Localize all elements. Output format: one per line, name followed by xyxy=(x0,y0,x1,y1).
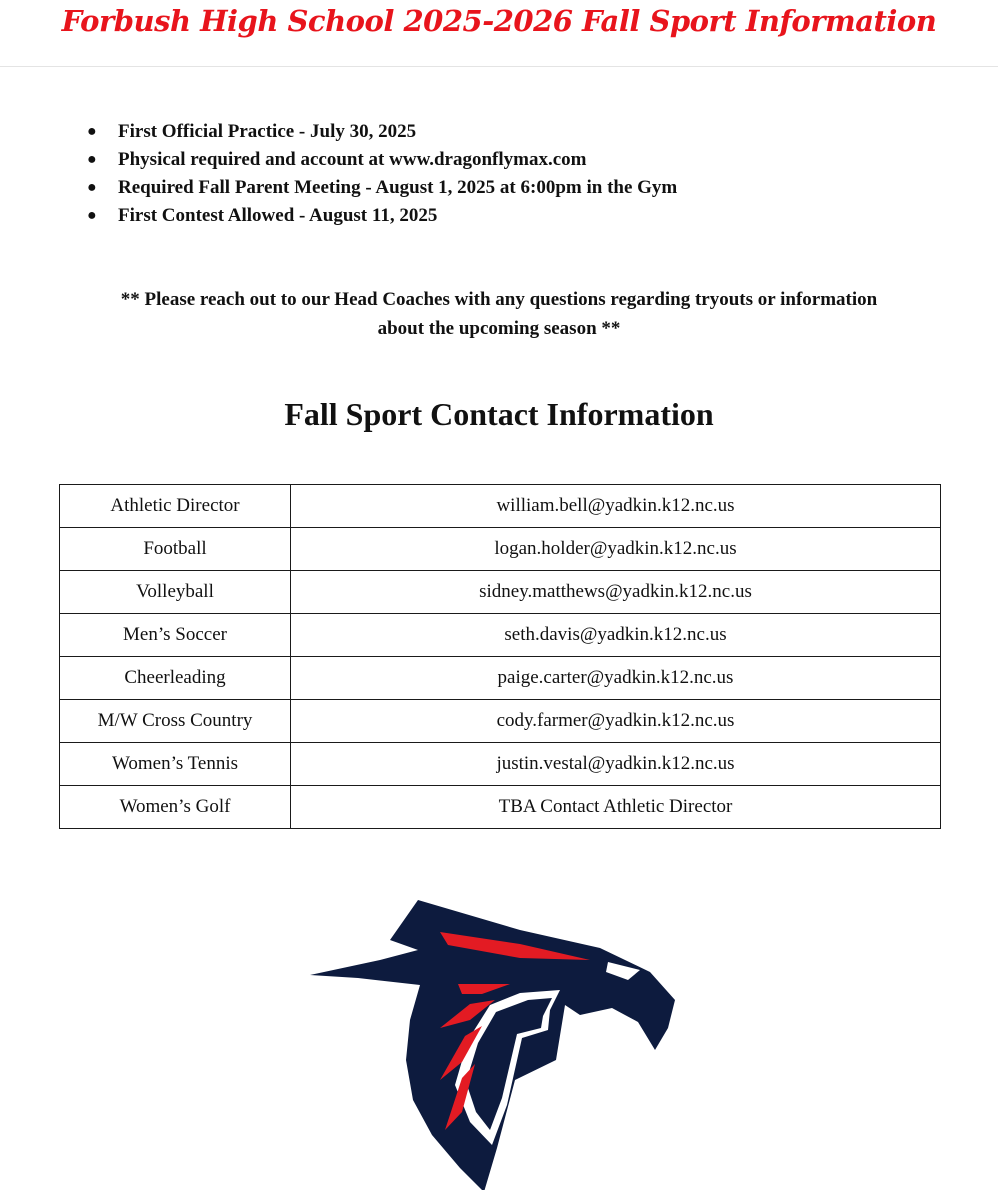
contact-table xyxy=(59,484,941,829)
sport-cell: Cheerleading xyxy=(60,657,291,700)
bullet-icon: ● xyxy=(87,123,97,140)
email-cell: cody.farmer@yadkin.k12.nc.us xyxy=(291,700,941,743)
list-item xyxy=(87,202,677,230)
sport-cell: M/W Cross Country xyxy=(60,700,291,743)
email-cell: logan.holder@yadkin.k12.nc.us xyxy=(291,528,941,571)
sport-cell: Women’s Tennis xyxy=(60,743,291,786)
sport-cell: Men’s Soccer xyxy=(60,614,291,657)
list-item-text: Required Fall Parent Meeting - August 1, 2025 at 6:00pm in the Gym xyxy=(118,177,678,198)
page-header xyxy=(0,0,998,67)
section-heading: Fall Sport Contact Information xyxy=(284,396,714,432)
notice-line-1: ** Please reach out to our Head Coaches with any questions regarding tryouts or information xyxy=(120,289,878,310)
bullet-icon: ● xyxy=(87,207,97,224)
table-row xyxy=(60,571,941,614)
table-row xyxy=(60,657,941,700)
email-cell: justin.vestal@yadkin.k12.nc.us xyxy=(291,743,941,786)
list-item-text: Physical required and account at www.dragonflymax.com xyxy=(118,149,587,170)
table-row xyxy=(60,614,941,657)
contact-cell: TBA Contact Athletic Director xyxy=(291,786,941,829)
bullet-icon: ● xyxy=(87,179,97,196)
list-item xyxy=(87,174,678,202)
email-cell: sidney.matthews@yadkin.k12.nc.us xyxy=(291,571,941,614)
email-cell: paige.carter@yadkin.k12.nc.us xyxy=(291,657,941,700)
table-row xyxy=(60,528,941,571)
table-row xyxy=(60,485,941,528)
sport-cell: Volleyball xyxy=(60,571,291,614)
table-row xyxy=(60,700,941,743)
table-row xyxy=(60,786,941,829)
list-item-text: First Contest Allowed - August 11, 2025 xyxy=(118,205,438,226)
sport-cell: Football xyxy=(60,528,291,571)
coach-contact-notice xyxy=(60,285,938,343)
falcon-logo-icon xyxy=(300,890,700,1190)
list-item xyxy=(87,118,677,146)
key-dates-list xyxy=(87,118,678,230)
table-row xyxy=(60,743,941,786)
sport-cell: Women’s Golf xyxy=(60,786,291,829)
notice-line-2: about the upcoming season ** xyxy=(377,318,621,339)
page-title: Forbush High School 2025-2026 Fall Sport Information xyxy=(61,4,937,38)
email-cell: seth.davis@yadkin.k12.nc.us xyxy=(291,614,941,657)
sport-cell: Athletic Director xyxy=(60,485,291,528)
email-cell: william.bell@yadkin.k12.nc.us xyxy=(291,485,941,528)
bullet-icon: ● xyxy=(87,151,97,168)
list-item xyxy=(87,146,677,174)
list-item-text: First Official Practice - July 30, 2025 xyxy=(118,121,417,142)
